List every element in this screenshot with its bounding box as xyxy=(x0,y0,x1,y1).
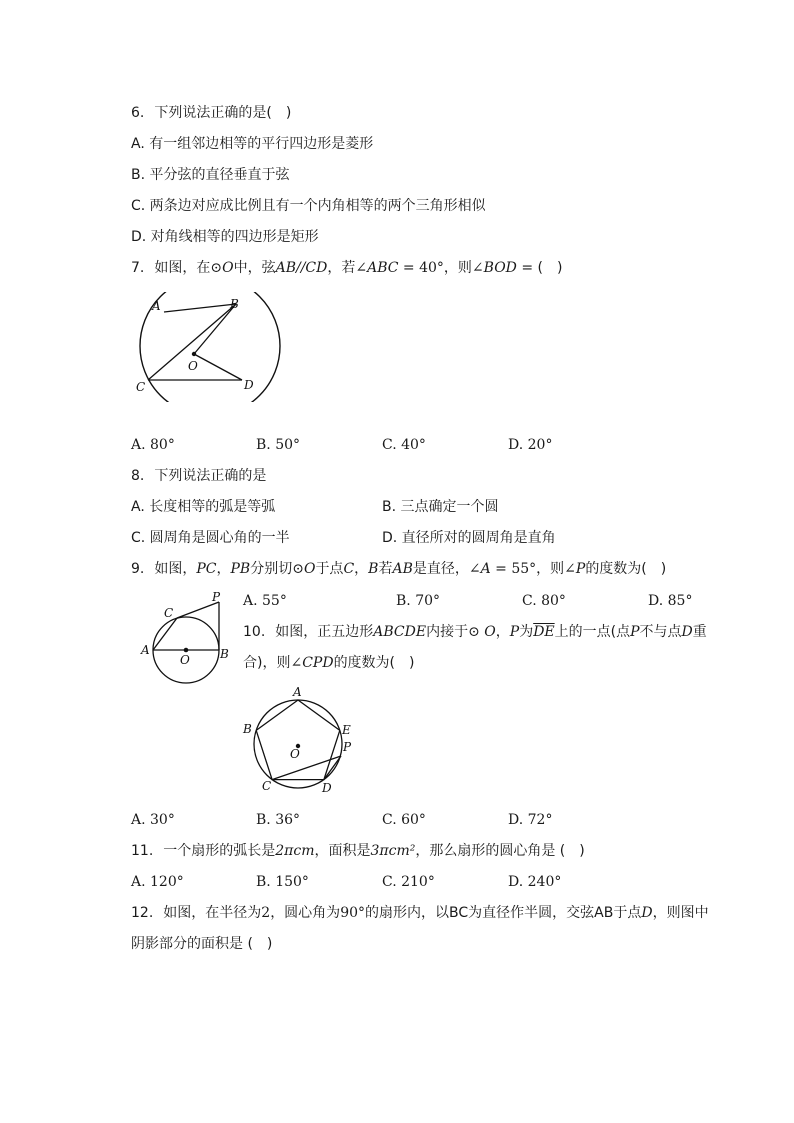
q9-tangent-pc xyxy=(177,602,219,618)
q11-math: 3πcm² xyxy=(370,843,416,859)
q10-text: 重 xyxy=(692,624,707,640)
q10-math: ∠CPD xyxy=(290,655,334,671)
q9-label-p: P xyxy=(212,592,221,604)
q9-option-b: B. 70° xyxy=(396,593,441,609)
q7-option-c: C. 40° xyxy=(382,437,426,453)
q12-text: ，圆心角为 xyxy=(270,905,341,921)
q12-number: 12. xyxy=(131,905,154,921)
q10-text: 为 xyxy=(519,624,534,640)
q10-option-d: D. 72° xyxy=(508,812,553,828)
q12-stem-line1 xyxy=(131,903,709,923)
q10-text: 如图，正五边形 xyxy=(275,624,374,640)
circle-symbol: ⊙ xyxy=(210,260,223,276)
q11-stem xyxy=(131,841,585,861)
q11-option-c: C. 210° xyxy=(382,874,435,890)
q10-text: ， xyxy=(495,624,510,640)
q10-option-a: A. 30° xyxy=(131,812,175,828)
q7-text: = 40°，则 xyxy=(398,260,472,276)
q8-option-d: D. 直径所对的圆周角是直角 xyxy=(382,530,556,546)
q9-label-o: O xyxy=(180,653,190,667)
q9-text: ， xyxy=(354,561,369,577)
q7-chord-ab xyxy=(164,304,236,312)
q7-option-b: B. 50° xyxy=(256,437,301,453)
q10-math: P xyxy=(509,624,520,640)
q6-stem-text: 下列说法正确的是( ) xyxy=(154,105,292,121)
q12-math: D xyxy=(641,905,653,921)
q10-math: P xyxy=(630,624,640,640)
q10-text: 上的一点(点 xyxy=(554,624,631,640)
q10-text: 的度数为( ) xyxy=(333,655,415,671)
q10-stem-line1 xyxy=(243,622,707,642)
q9-center-dot xyxy=(184,648,189,653)
q11-option-b: B. 150° xyxy=(256,874,309,890)
q9-figure xyxy=(136,592,236,684)
q7-label-b: B xyxy=(230,297,239,311)
q8-option-a: A. 长度相等的弧是等弧 xyxy=(131,499,276,515)
q11-option-a: A. 120° xyxy=(131,874,184,890)
q9-text: 若 xyxy=(378,561,393,577)
q11-math: 2πcm xyxy=(275,843,315,859)
q8-stem xyxy=(131,466,266,486)
q7-math: ∠BOD xyxy=(471,260,517,276)
q10-option-c: C. 60° xyxy=(382,812,426,828)
q12-stem-line2: 阴影部分的面积是 ( ) xyxy=(131,936,273,952)
q7-stem xyxy=(131,258,562,278)
q7-label-o: O xyxy=(188,359,198,373)
q6-stem xyxy=(131,103,291,123)
q9-math: PC xyxy=(196,561,217,577)
q10-label-a: A xyxy=(293,685,302,699)
q8-option-c: C. 圆周角是圆心角的一半 xyxy=(131,530,290,546)
q9-option-d: D. 85° xyxy=(648,593,693,609)
q10-label-c: C xyxy=(262,779,272,793)
q7-label-d: D xyxy=(244,378,254,392)
q9-math: PB xyxy=(230,561,251,577)
q7-text: 中，弦 xyxy=(233,260,276,276)
q7-number: 7. xyxy=(131,260,145,276)
q10-label-o: O xyxy=(290,747,300,761)
q10-label-b: B xyxy=(243,722,252,736)
circle-symbol: ⊙ xyxy=(468,624,480,640)
q12-text: 如图，在半径为 xyxy=(163,905,262,921)
q11-text: ，那么扇形的圆心角是 ( ) xyxy=(415,843,585,859)
q9-text: 的度数为( ) xyxy=(585,561,667,577)
q9-math: O xyxy=(303,561,316,577)
q6-number: 6. xyxy=(131,105,145,121)
q7-math: O xyxy=(222,260,234,276)
q8-number: 8. xyxy=(131,468,145,484)
q7-option-d: D. 20° xyxy=(508,437,553,453)
q9-text: = 55°，则 xyxy=(490,561,565,577)
q7-option-a: A. 80° xyxy=(131,437,175,453)
q10-segment-cp xyxy=(272,756,341,780)
q9-math: ∠P xyxy=(564,561,586,577)
q10-text: 不与点 xyxy=(639,624,682,640)
q8-option-b: B. 三点确定一个圆 xyxy=(382,499,499,515)
q6-option-c: C. 两条边对应成比例且有一个内角相等的两个三角形相似 xyxy=(131,198,486,214)
q10-math: O xyxy=(484,624,496,640)
q8-stem-text: 下列说法正确的是 xyxy=(154,468,267,484)
q9-text: 如图， xyxy=(154,561,197,577)
q9-label-a: A xyxy=(141,643,150,657)
q11-text: 一个扇形的弧长是 xyxy=(163,843,276,859)
q10-arc-de: $\overline{DE}$ xyxy=(533,624,555,640)
q12-math: 90° xyxy=(340,905,366,921)
q9-label-c: C xyxy=(164,606,174,620)
q10-label-p: P xyxy=(343,740,352,754)
q12-text: 的扇形内，以BC为直径作半圆，交弦AB于点 xyxy=(365,905,642,921)
q7-label-c: C xyxy=(136,380,146,394)
q10-figure xyxy=(240,684,360,796)
q10-text: 合)，则 xyxy=(243,655,291,671)
q7-math: ∠ABC xyxy=(355,260,399,276)
q12-math: 2 xyxy=(261,905,271,921)
q6-option-a: A. 有一组邻边相等的平行四边形是菱形 xyxy=(131,136,374,152)
q9-math: C xyxy=(343,561,355,577)
q10-math: D xyxy=(681,624,693,640)
q9-math: B xyxy=(368,561,379,577)
q12-text: ，则图中 xyxy=(652,905,709,921)
q9-option-c: C. 80° xyxy=(522,593,566,609)
q7-segment-ob xyxy=(194,304,236,354)
q9-label-b: B xyxy=(220,647,229,661)
q7-text: 如图，在 xyxy=(154,260,211,276)
q6-option-d: D. 对角线相等的四边形是矩形 xyxy=(131,229,319,245)
q6-option-b: B. 平分弦的直径垂直于弦 xyxy=(131,167,290,183)
circle-symbol: ⊙ xyxy=(292,561,304,577)
q7-label-a: A xyxy=(152,299,161,313)
q10-option-b: B. 36° xyxy=(256,812,301,828)
q9-option-a: A. 55° xyxy=(243,593,287,609)
q7-text: = ( ) xyxy=(516,260,563,276)
q10-stem-line2 xyxy=(243,653,415,673)
q10-label-e: E xyxy=(342,723,351,737)
q9-text: 是直径， xyxy=(412,561,469,577)
q9-stem xyxy=(131,559,666,579)
q7-center-dot xyxy=(192,352,196,356)
q9-math: AB xyxy=(392,561,413,577)
q7-circle xyxy=(140,292,280,402)
q7-math: AB//CD xyxy=(275,260,328,276)
q11-text: ，面积是 xyxy=(314,843,371,859)
q9-text: 于点 xyxy=(315,561,344,577)
q9-text: ， xyxy=(216,561,231,577)
q7-segment-od xyxy=(194,354,242,380)
q7-text: ，若 xyxy=(327,260,356,276)
q7-figure xyxy=(130,292,290,402)
q9-math: ∠A xyxy=(468,561,491,577)
q11-option-d: D. 240° xyxy=(508,874,562,890)
q9-number: 9. xyxy=(131,561,145,577)
q10-text: 内接于 xyxy=(426,624,469,640)
q9-text: 分别切 xyxy=(250,561,293,577)
q10-number: 10. xyxy=(243,624,266,640)
q11-number: 11. xyxy=(131,843,154,859)
q10-math: ABCDE xyxy=(373,624,427,640)
q10-label-d: D xyxy=(322,781,332,795)
